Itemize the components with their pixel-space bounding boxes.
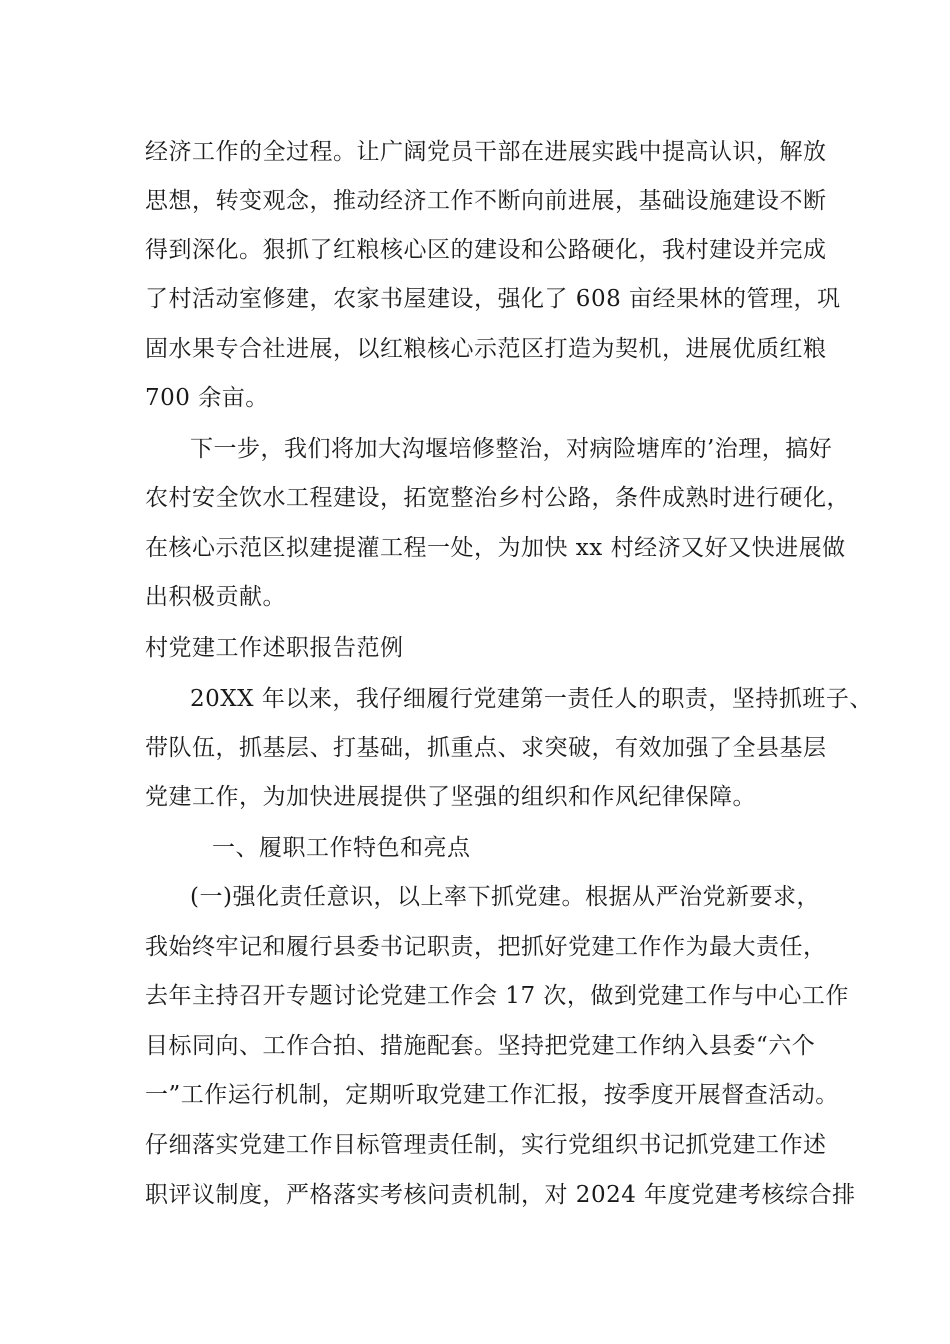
text-line: 带队伍，抓基层、打基础，抓重点、求突破，有效加强了全县基层	[145, 735, 827, 761]
text-line: 仔细落实党建工作目标管理责任制，实行党组织书记抓党建工作述	[145, 1132, 827, 1158]
text-line: 700 余亩。	[145, 385, 269, 411]
text-line: 去年主持召开专题讨论党建工作会 17 次，做到党建工作与中心工作	[145, 983, 849, 1009]
text-line: 了村活动室修建，农家书屋建设，强化了 608 亩经果林的管理，巩	[145, 286, 841, 312]
text-line: 固水果专合社进展，以红粮核心示范区打造为契机，进展优质红粮	[145, 336, 827, 362]
text-line: 下一步，我们将加大沟堰培修整治，对病险塘库的’治理，搞好	[190, 436, 833, 462]
text-line: 目标同向、工作合拍、措施配套。坚持把党建工作纳入县委“六个	[145, 1033, 816, 1059]
subsection-heading: 一、履职工作特色和亮点	[212, 835, 471, 861]
text-line: 职评议制度，严格落实考核问责机制，对 2024 年度党建考核综合排	[145, 1182, 856, 1208]
text-line: 得到深化。狠抓了红粮核心区的建设和公路硬化，我村建设并完成	[145, 237, 827, 263]
text-line: 经济工作的全过程。让广阔党员干部在进展实践中提高认识，解放	[145, 139, 827, 165]
text-line: 一”工作运行机制，定期听取党建工作汇报，按季度开展督查活动。	[145, 1082, 839, 1108]
text-line: 农村安全饮水工程建设，拓宽整治乡村公路，条件成熟时进行硬化，	[145, 485, 850, 511]
text-line: 20XX 年以来，我仔细履行党建第一责任人的职责，坚持抓班子、	[190, 686, 873, 712]
text-line: 党建工作，为加快进展提供了坚强的组织和作风纪律保障。	[145, 784, 756, 810]
text-line: 我始终牢记和履行县委书记职责，把抓好党建工作作为最大责任，	[145, 934, 827, 960]
text-line: 在核心示范区拟建提灌工程一处，为加快 xx 村经济又好又快进展做	[145, 535, 846, 561]
text-line: 思想，转变观念，推动经济工作不断向前进展，基础设施建设不断	[145, 188, 827, 214]
text-line: (一)强化责任意识，以上率下抓党建。根据从严治党新要求，	[190, 884, 820, 910]
text-line: 出积极贡献。	[145, 584, 286, 610]
section-heading: 村党建工作述职报告范例	[145, 635, 404, 661]
